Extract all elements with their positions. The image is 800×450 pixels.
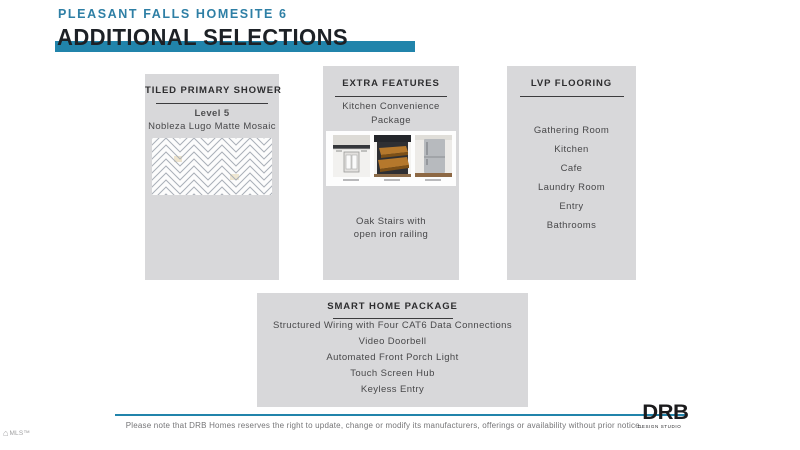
card-title: TILED PRIMARY SHOWER <box>145 85 282 96</box>
title-rule <box>156 103 268 104</box>
card-title: SMART HOME PACKAGE <box>327 301 458 312</box>
photo-refrigerator <box>415 135 452 177</box>
smart-feature-list <box>257 320 528 400</box>
smart-feature-item: Automated Front Porch Light <box>326 352 459 363</box>
stairs-line-2: open iron railing <box>353 229 429 240</box>
card-title: EXTRA FEATURES <box>342 78 440 89</box>
card-extra-features <box>323 66 459 280</box>
room-item: Laundry Room <box>537 182 606 193</box>
room-item: Gathering Room <box>533 125 610 136</box>
title-rule <box>520 96 624 97</box>
house-icon: ⌂ <box>3 428 9 438</box>
page-title: ADDITIONAL SELECTIONS <box>57 24 349 50</box>
stairs-line-1: Oak Stairs with <box>356 216 426 227</box>
card-lvp-flooring <box>507 66 636 280</box>
photo-pullout-trash <box>333 135 370 177</box>
photo-caption <box>425 179 441 181</box>
smart-feature-item: Keyless Entry <box>360 384 425 395</box>
footer-accent-line <box>115 414 686 416</box>
package-line-1: Kitchen Convenience <box>342 101 440 112</box>
card-tiled-primary-shower <box>145 74 282 280</box>
smart-feature-item: Video Doorbell <box>358 336 427 347</box>
room-item: Kitchen <box>554 144 589 155</box>
room-item: Entry <box>559 201 584 212</box>
card-smart-home-package <box>257 293 528 407</box>
shower-product: Nobleza Lugo Matte Mosaic <box>148 121 276 132</box>
package-line-2: Package <box>371 115 411 126</box>
photo-caption <box>384 179 400 181</box>
shower-level: Level 5 <box>194 108 230 119</box>
drb-logo-subtext: DESIGN STUDIO <box>638 424 682 429</box>
room-item: Cafe <box>560 163 583 174</box>
page-title-block <box>55 24 555 54</box>
mls-watermark-text: MLS™ <box>9 430 31 437</box>
kitchen-package-photo-strip <box>326 131 456 186</box>
smart-feature-item: Touch Screen Hub <box>350 368 435 379</box>
title-rule <box>335 96 447 97</box>
herringbone-tile-swatch <box>152 138 272 195</box>
photo-caption <box>343 179 359 181</box>
disclaimer-text: Please note that DRB Homes reserves the right to update, change or modify its manufacturers, offerings or availability without prior notice. <box>125 421 643 430</box>
card-title: LVP FLOORING <box>530 78 613 89</box>
title-rule <box>333 318 453 319</box>
room-list <box>507 125 636 239</box>
room-item: Bathrooms <box>546 220 597 231</box>
drb-design-studio-logo <box>638 402 690 429</box>
drb-logo-text: DRB <box>642 401 689 424</box>
smart-feature-item: Structured Wiring with Four CAT6 Data Connections <box>272 320 513 331</box>
photo-rollout-trays <box>374 135 411 177</box>
mls-watermark <box>3 429 30 438</box>
community-eyebrow: PLEASANT FALLS HOMESITE 6 <box>58 7 288 21</box>
